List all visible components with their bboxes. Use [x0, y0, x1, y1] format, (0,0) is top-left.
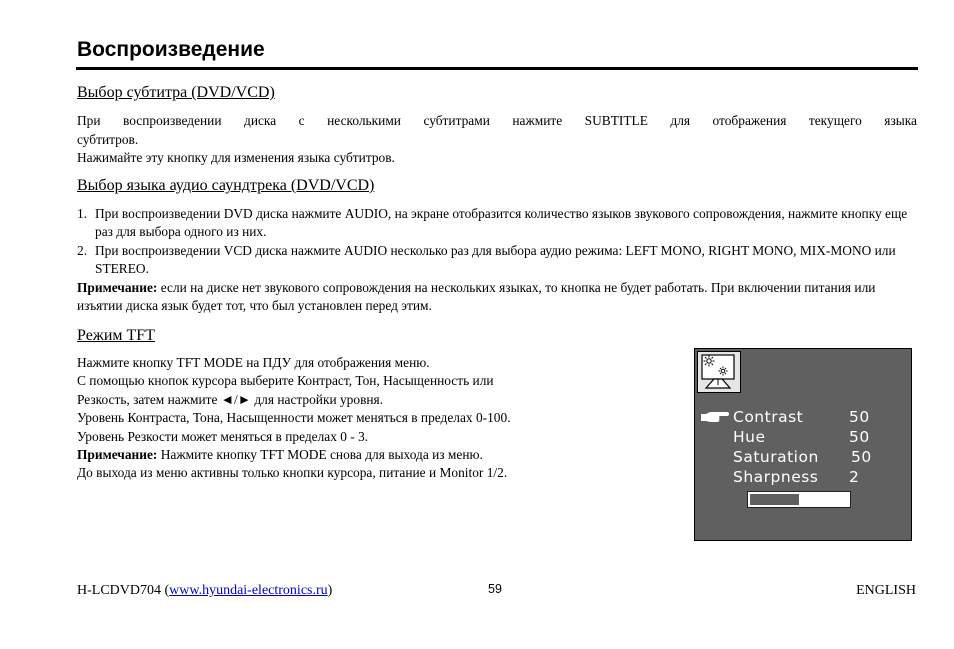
footer-website-link[interactable]: www.hyundai-electronics.ru — [169, 583, 328, 598]
list-item-number: 2. — [77, 242, 88, 258]
tft-line: До выхода из меню активны только кнопки курсора, питание и Monitor 1/2. — [77, 465, 508, 481]
tft-osd-menu — [694, 348, 912, 541]
tft-line: Уровень Резкости может меняться в пределах 0 - 3. — [77, 428, 369, 444]
audio-heading: Выбор языка аудио саундтрека (DVD/VCD) — [77, 177, 375, 194]
tft-text — [77, 354, 677, 483]
subtitle-heading: Выбор субтитра (DVD/VCD) — [77, 84, 275, 101]
tft-line: Уровень Контраста, Тона, Насыщенности может меняться в пределах 0-100. — [77, 410, 511, 426]
list-item — [77, 205, 917, 242]
list-item-number: 1. — [77, 206, 88, 221]
subtitle-text-para2: Нажимайте эту кнопку для изменения языка субтитров. — [77, 150, 395, 165]
tft-line: С помощью кнопок курсора выберите Контраст, Тон, Насыщенность или — [77, 373, 494, 389]
osd-item-value: 50 — [851, 448, 872, 466]
subtitle-text-line2: субтитров. — [77, 132, 139, 147]
note-text: если на диске нет звукового сопровождения на нескольких языках, то кнопка не будет работать. При включении питания или изъятии диска язык будет тот, что был установлен перед этим. — [77, 279, 876, 314]
audio-list — [77, 205, 917, 315]
audio-note — [77, 279, 917, 316]
osd-level-fill — [750, 494, 799, 505]
note-text: Нажмите кнопку TFT MODE снова для выхода из меню. — [157, 447, 483, 463]
list-item-text: При воспроизведении DVD диска нажмите AUDIO, на экране отобразится количество языков звукового сопровождения, нажмите кнопку еще раз для выбора одного из них. — [95, 206, 908, 240]
osd-item-label: Hue — [733, 428, 766, 446]
note-label: Примечание: — [77, 447, 158, 463]
osd-item-hue — [699, 427, 904, 447]
osd-item-value: 2 — [849, 468, 860, 486]
list-item-text: При воспроизведении VCD диска нажмите AUDIO несколько раз для выбора аудио режима: LEFT MONO, RIGHT MONO, MIX-MONO или STEREO. — [95, 242, 896, 277]
osd-item-value: 50 — [849, 428, 870, 446]
osd-item-sharpness — [699, 467, 904, 487]
tft-monitor-icon — [697, 351, 741, 393]
osd-menu-list — [699, 407, 904, 487]
page-number: 59 — [488, 582, 502, 596]
pointing-hand-icon — [699, 407, 731, 427]
osd-item-contrast — [699, 407, 904, 427]
tft-heading: Режим TFT — [77, 327, 155, 344]
note-label: Примечание: — [77, 279, 158, 295]
tft-line: Нажмите кнопку TFT MODE на ПДУ для отображения меню. — [77, 355, 430, 370]
osd-item-saturation — [699, 447, 904, 467]
tft-line: Резкость, затем нажмите ◄/► для настройки уровня. — [77, 391, 384, 407]
footer-model — [77, 583, 332, 599]
list-item — [77, 242, 917, 279]
page-title: Воспроизведение — [77, 38, 265, 61]
footer-model-text: H-LCDVD704 ( — [77, 583, 170, 598]
osd-item-label: Contrast — [733, 408, 804, 426]
footer-language: ENGLISH — [856, 583, 916, 598]
osd-level-bar — [747, 491, 851, 508]
subtitle-text-line1: При воспроизведении диска с несколькими субтитрами нажмите SUBTITLE для отображения текущего языка — [77, 113, 917, 128]
footer-close-paren: ) — [327, 583, 333, 598]
osd-item-value: 50 — [849, 408, 870, 426]
tft-note — [77, 446, 677, 464]
osd-item-label: Sharpness — [733, 468, 819, 486]
title-divider — [76, 67, 918, 70]
osd-item-label: Saturation — [733, 448, 819, 466]
